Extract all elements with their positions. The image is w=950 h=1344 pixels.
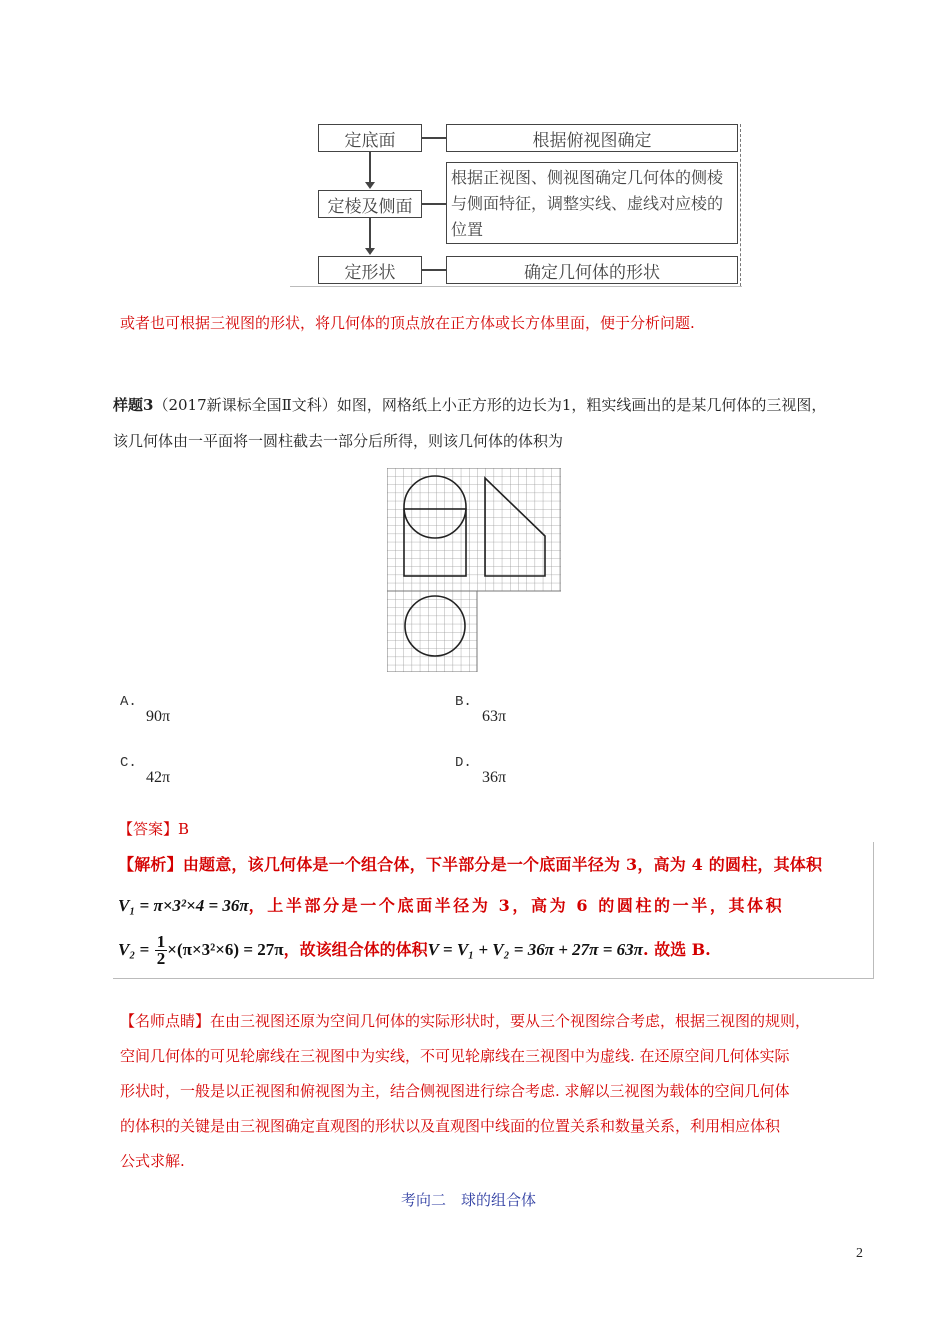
grid-bottom xyxy=(387,591,477,672)
arrow-line xyxy=(369,152,371,184)
analysis-line-3 xyxy=(118,934,711,967)
option-b-value[interactable]: 63π xyxy=(482,708,507,725)
flowchart-desc-base: 根据俯视图确定 xyxy=(446,124,738,152)
tips-line-3: 形状时，一般是以正视图和俯视图为主，结合侧视图进行综合考虑. 求解以三视图为载体的空间几何体 xyxy=(120,1082,790,1100)
flowchart-step-edges: 定棱及侧面 xyxy=(318,190,422,218)
analysis-text-2: ，上半部分是一个底面半径为 3，高为 6 的圆柱的一半，其体积 xyxy=(248,896,785,915)
flowchart-desc-shape: 确定几何体的形状 xyxy=(446,256,738,284)
tips-line-4: 的体积的关键是由三视图确定直观图的形状以及直观图中线面的位置关系和数量关系，利用相应体积 xyxy=(120,1117,781,1135)
flowchart-desc-edges: 根据正视图、侧视图确定几何体的侧棱与侧面特征，调整实线、虚线对应棱的位置 xyxy=(446,162,738,244)
analysis-line-2 xyxy=(118,893,784,916)
connector-line xyxy=(422,137,446,139)
flowchart-bottom-rule xyxy=(290,286,742,287)
formula-v1: V₁ = π×3²×4 = 36π xyxy=(118,896,249,915)
answer xyxy=(118,818,189,839)
flowchart-step-shape: 定形状 xyxy=(318,256,422,284)
option-b-letter[interactable]: B. xyxy=(455,694,472,710)
answer-label: 【答案】 xyxy=(118,820,179,838)
option-a-value[interactable]: 90π xyxy=(146,708,171,725)
arrow-line xyxy=(369,218,371,250)
tip-text: 或者也可根据三视图的形状，将几何体的顶点放在正方体或长方体里面，便于分析问题. xyxy=(120,314,695,332)
question-line-1 xyxy=(113,394,826,415)
analysis-label: 【解析】 xyxy=(118,855,183,874)
formula-v2-fraction xyxy=(155,934,168,967)
formula-v: V = V₁ + V₂ = 36π + 27π = 63π xyxy=(427,940,643,959)
question-source: （2017新课标全国Ⅱ文科） xyxy=(153,396,337,414)
arrow-down-icon xyxy=(365,248,375,255)
formula-v2-right: ×(π×3²×6) = 27π xyxy=(167,940,284,959)
analysis-text-3-end: . 故选 B. xyxy=(642,940,711,959)
tips-line-5: 公式求解. xyxy=(120,1152,185,1170)
fraction-denominator: 2 xyxy=(156,949,166,968)
option-a-letter[interactable]: A. xyxy=(120,694,137,710)
tips-text-1: 在由三视图还原为空间几何体的实际形状时，要从三个视图综合考虑，根据三视图的规则， xyxy=(210,1012,811,1030)
tips-line-1 xyxy=(120,1010,810,1032)
page-number: 2 xyxy=(856,1246,863,1261)
arrow-down-icon xyxy=(365,182,375,189)
option-c-letter[interactable]: C. xyxy=(120,755,137,771)
section-title: 考向二 球的组合体 xyxy=(401,1191,537,1209)
question-text-1: 如图，网格纸上小正方形的边长为1，粗实线画出的是某几何体的三视图， xyxy=(336,396,827,414)
option-d-letter[interactable]: D. xyxy=(455,755,472,771)
connector-line xyxy=(422,203,446,205)
option-c-value[interactable]: 42π xyxy=(146,769,171,786)
analysis-text-3: ，故该组合体的体积 xyxy=(283,940,428,959)
flowchart-step-base: 定底面 xyxy=(318,124,422,152)
answer-value: B xyxy=(178,820,190,838)
option-d-value[interactable]: 36π xyxy=(482,769,507,786)
question-label: 样题3 xyxy=(113,396,154,414)
question-line-2: 该几何体由一平面将一圆柱截去一部分后所得，则该几何体的体积为 xyxy=(113,432,564,450)
fraction-numerator: 1 xyxy=(156,932,166,951)
flowchart-border xyxy=(740,124,741,286)
three-view-figure xyxy=(387,468,561,672)
tips-label: 【名师点睛】 xyxy=(120,1012,211,1030)
tips-line-2: 空间几何体的可见轮廓线在三视图中为实线，不可见轮廓线在三视图中为虚线. 在还原空间几何体实际 xyxy=(120,1047,790,1065)
connector-line xyxy=(422,269,446,271)
formula-v2-left: V₂ = xyxy=(118,940,150,959)
analysis-line-1 xyxy=(118,852,822,875)
analysis-text-1: 由题意，该几何体是一个组合体，下半部分是一个底面半径为 3，高为 4 的圆柱，其体积 xyxy=(182,855,823,874)
